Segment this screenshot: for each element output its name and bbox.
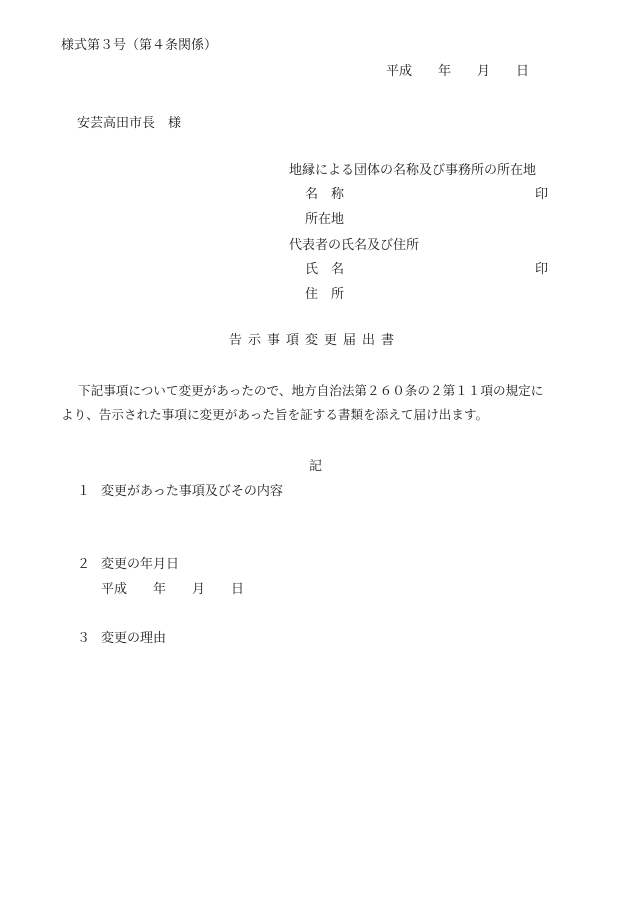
change-date: 平成 年 月 日 — [101, 582, 245, 597]
body-line-1: 下記事項について変更があったので、地方自治法第２６０条の２第１１項の規定に — [78, 383, 544, 398]
addressee: 安芸高田市長 様 — [77, 116, 182, 131]
document-title: 告示事項変更届出書 — [229, 333, 401, 348]
form-number: 様式第３号（第４条関係） — [61, 38, 218, 53]
item-number-2: ２ — [77, 557, 91, 572]
org-heading: 地縁による団体の名称及び事務所の所在地 — [289, 163, 537, 178]
representative-name-label: 氏 名 — [305, 262, 345, 277]
representative-heading: 代表者の氏名及び住所 — [289, 238, 420, 253]
item-label-1: 変更があった事項及びその内容 — [101, 484, 283, 499]
body-line-2: より、告示された事項に変更があった旨を証する書類を添えて届け出ます。 — [61, 407, 489, 422]
submission-date: 平成 年 月 日 — [386, 64, 530, 79]
ki-heading: 記 — [309, 459, 323, 474]
item-number-3: ３ — [77, 631, 91, 646]
org-address-label: 所在地 — [305, 212, 345, 227]
item-label-2: 変更の年月日 — [101, 557, 180, 572]
seal-mark-org: 印 — [535, 187, 549, 202]
item-number-1: １ — [77, 484, 91, 499]
seal-mark-representative: 印 — [535, 262, 549, 277]
org-name-label: 名 称 — [305, 187, 345, 202]
representative-address-label: 住 所 — [305, 287, 345, 302]
item-label-3: 変更の理由 — [101, 631, 167, 646]
